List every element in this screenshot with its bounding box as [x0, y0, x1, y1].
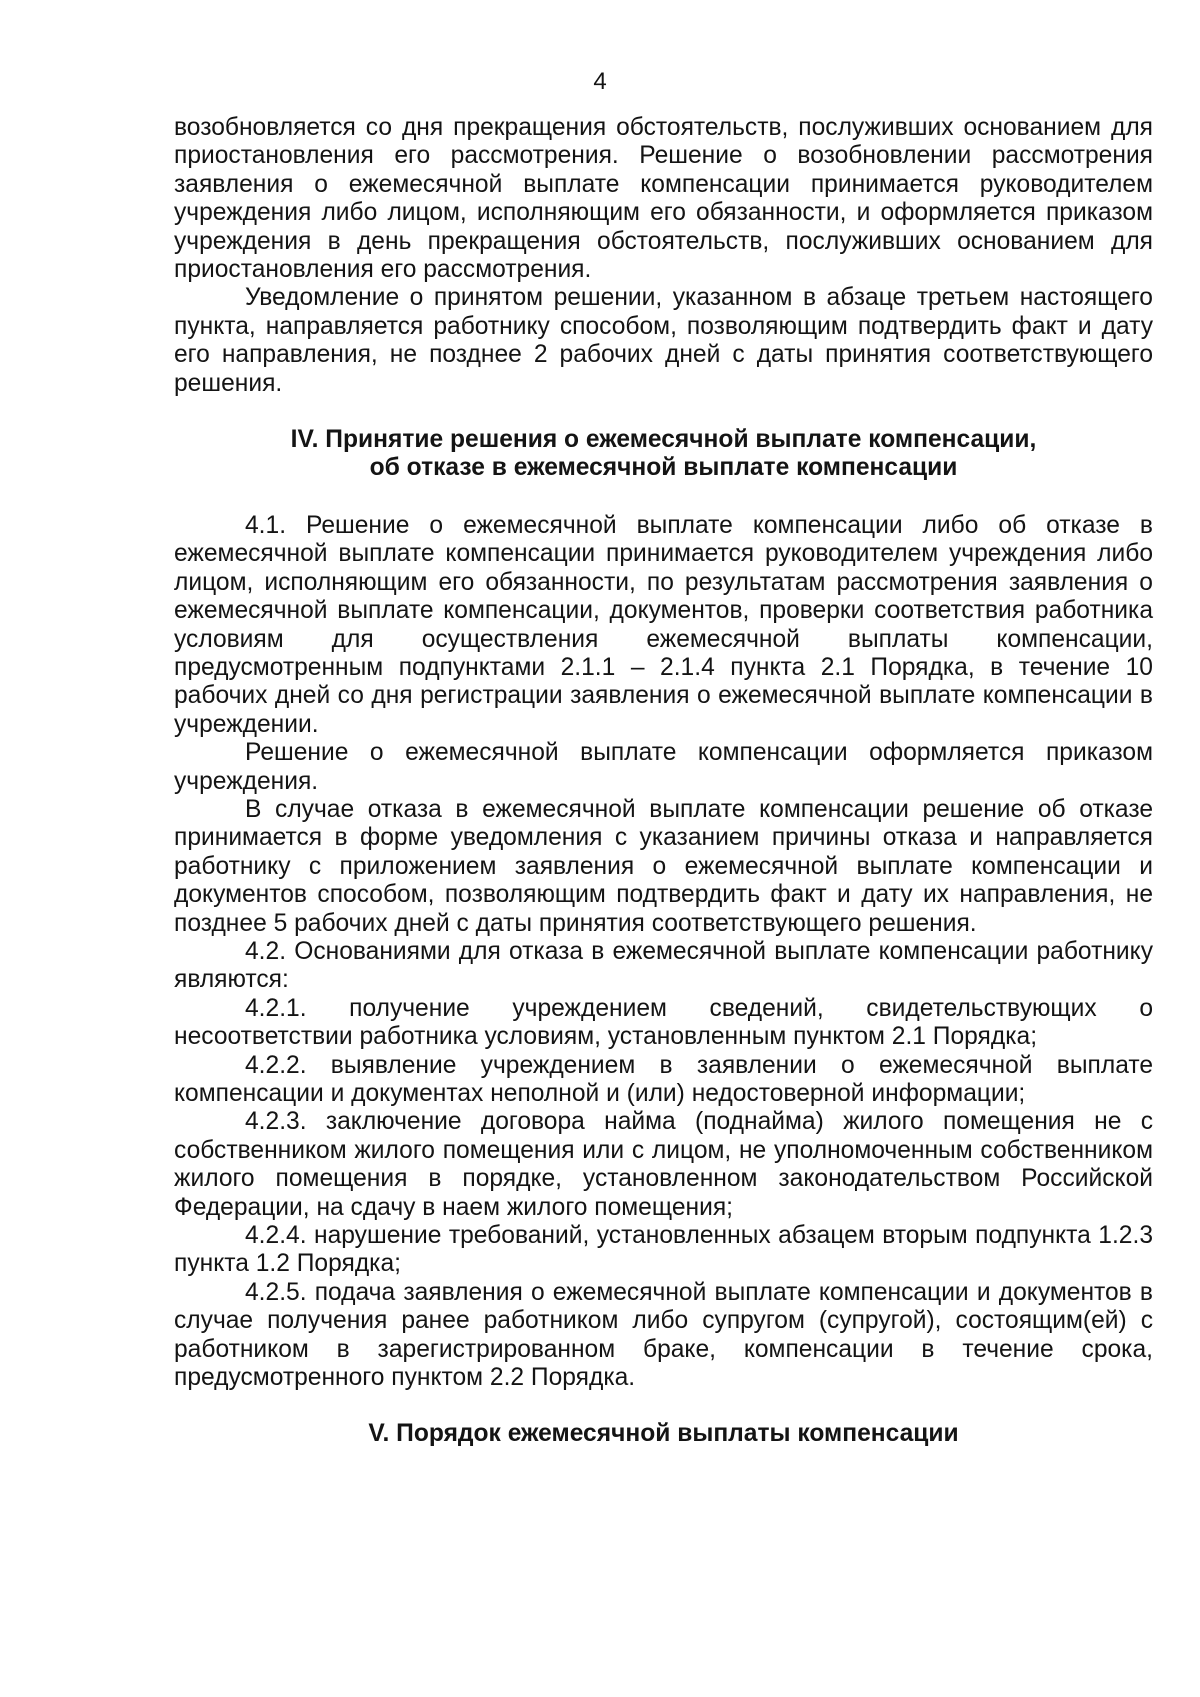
section-4-heading-line-1: IV. Принятие решения о ежемесячной выплате компенсации,: [290, 426, 1037, 454]
paragraph-4-2-1: 4.2.1. получение учреждением сведений, свидетельствующих о несоответствии работника условиям, установленным пунктом 2.1 Порядка;: [174, 994, 1153, 1051]
paragraph-4-2: 4.2. Основаниями для отказа в ежемесячной выплате компенсации работнику являются:: [174, 937, 1153, 994]
paragraph-4-2-4: 4.2.4. нарушение требований, установленных абзацем вторым подпункта 1.2.3 пункта 1.2 Порядка;: [174, 1222, 1153, 1278]
paragraph-4-2-5: 4.2.5. подача заявления о ежемесячной выплате компенсации и документов в случае получения ранее работником либо супругом (супругой), состоящим(ей) с работником в зарегистрированном браке, компенсации в течение срока, предусмотренного пунктом 2.2 Порядка.: [174, 1278, 1153, 1392]
section-4-heading-line-2: об отказе в ежемесячной выплате компенсации: [369, 454, 958, 482]
paragraph-4-1: 4.1. Решение о ежемесячной выплате компенсации либо об отказе в ежемесячной выплате компенсации принимается руководителем учреждения либо лицом, исполняющим его обязанности, по результатам рассмотрения заявления о ежемесячной выплате компенсации, документов, проверки соответствия работника условиям для осуществления ежемесячной выплаты компенсации, предусмотренным подпунктами 2.1.1 – 2.1.4 пункта 2.1 Порядка, в течение 10 рабочих дней со дня регистрации заявления о ежемесячной выплате компенсации в учреждении.: [174, 511, 1153, 738]
paragraph-4-2-2: 4.2.2. выявление учреждением в заявлении о ежемесячной выплате компенсации и документах неполной и (или) недостоверной информации;: [174, 1051, 1153, 1107]
paragraph-4-1-refusal: В случае отказа в ежемесячной выплате компенсации решение об отказе принимается в форме уведомления с указанием причины отказа и направляется работнику с приложением заявления о ежемесячной выплате компенсации и документов способом, позволяющим подтвердить факт и дату их направления, не позднее 5 рабочих дней с даты принятия соответствующего решения.: [174, 795, 1153, 937]
section-5-heading: [174, 1420, 1153, 1448]
document-body: [174, 114, 1153, 1449]
paragraph-4-2-3: 4.2.3. заключение договора найма (поднайма) жилого помещения не с собственником жилого помещения или с лицом, не уполномоченным собственником жилого помещения в порядке, установленном законодательством Российской Федерации, на сдачу в наем жилого помещения;: [174, 1108, 1153, 1221]
section-5-heading-line: V. Порядок ежемесячной выплаты компенсации: [368, 1420, 959, 1448]
paragraph-notification: Уведомление о принятом решении, указанном в абзаце третьем настоящего пункта, направляется работнику способом, позволяющим подтвердить факт и дату его направления, не позднее 2 рабочих дней с даты принятия соответствующего решения.: [174, 284, 1153, 397]
paragraph-continuation: возобновляется со дня прекращения обстоятельств, послуживших основанием для приостановления его рассмотрения. Решение о возобновлении рассмотрения заявления о ежемесячной выплате компенсации принимается руководителем учреждения либо лицом, исполняющим его обязанности, и оформляется приказом учреждения в день прекращения обстоятельств, послуживших основанием для приостановления его рассмотрения.: [174, 114, 1153, 284]
paragraph-4-1-order: Решение о ежемесячной выплате компенсации оформляется приказом учреждения.: [174, 739, 1153, 795]
page-number: 4: [593, 68, 607, 95]
section-4-heading: [174, 426, 1153, 483]
